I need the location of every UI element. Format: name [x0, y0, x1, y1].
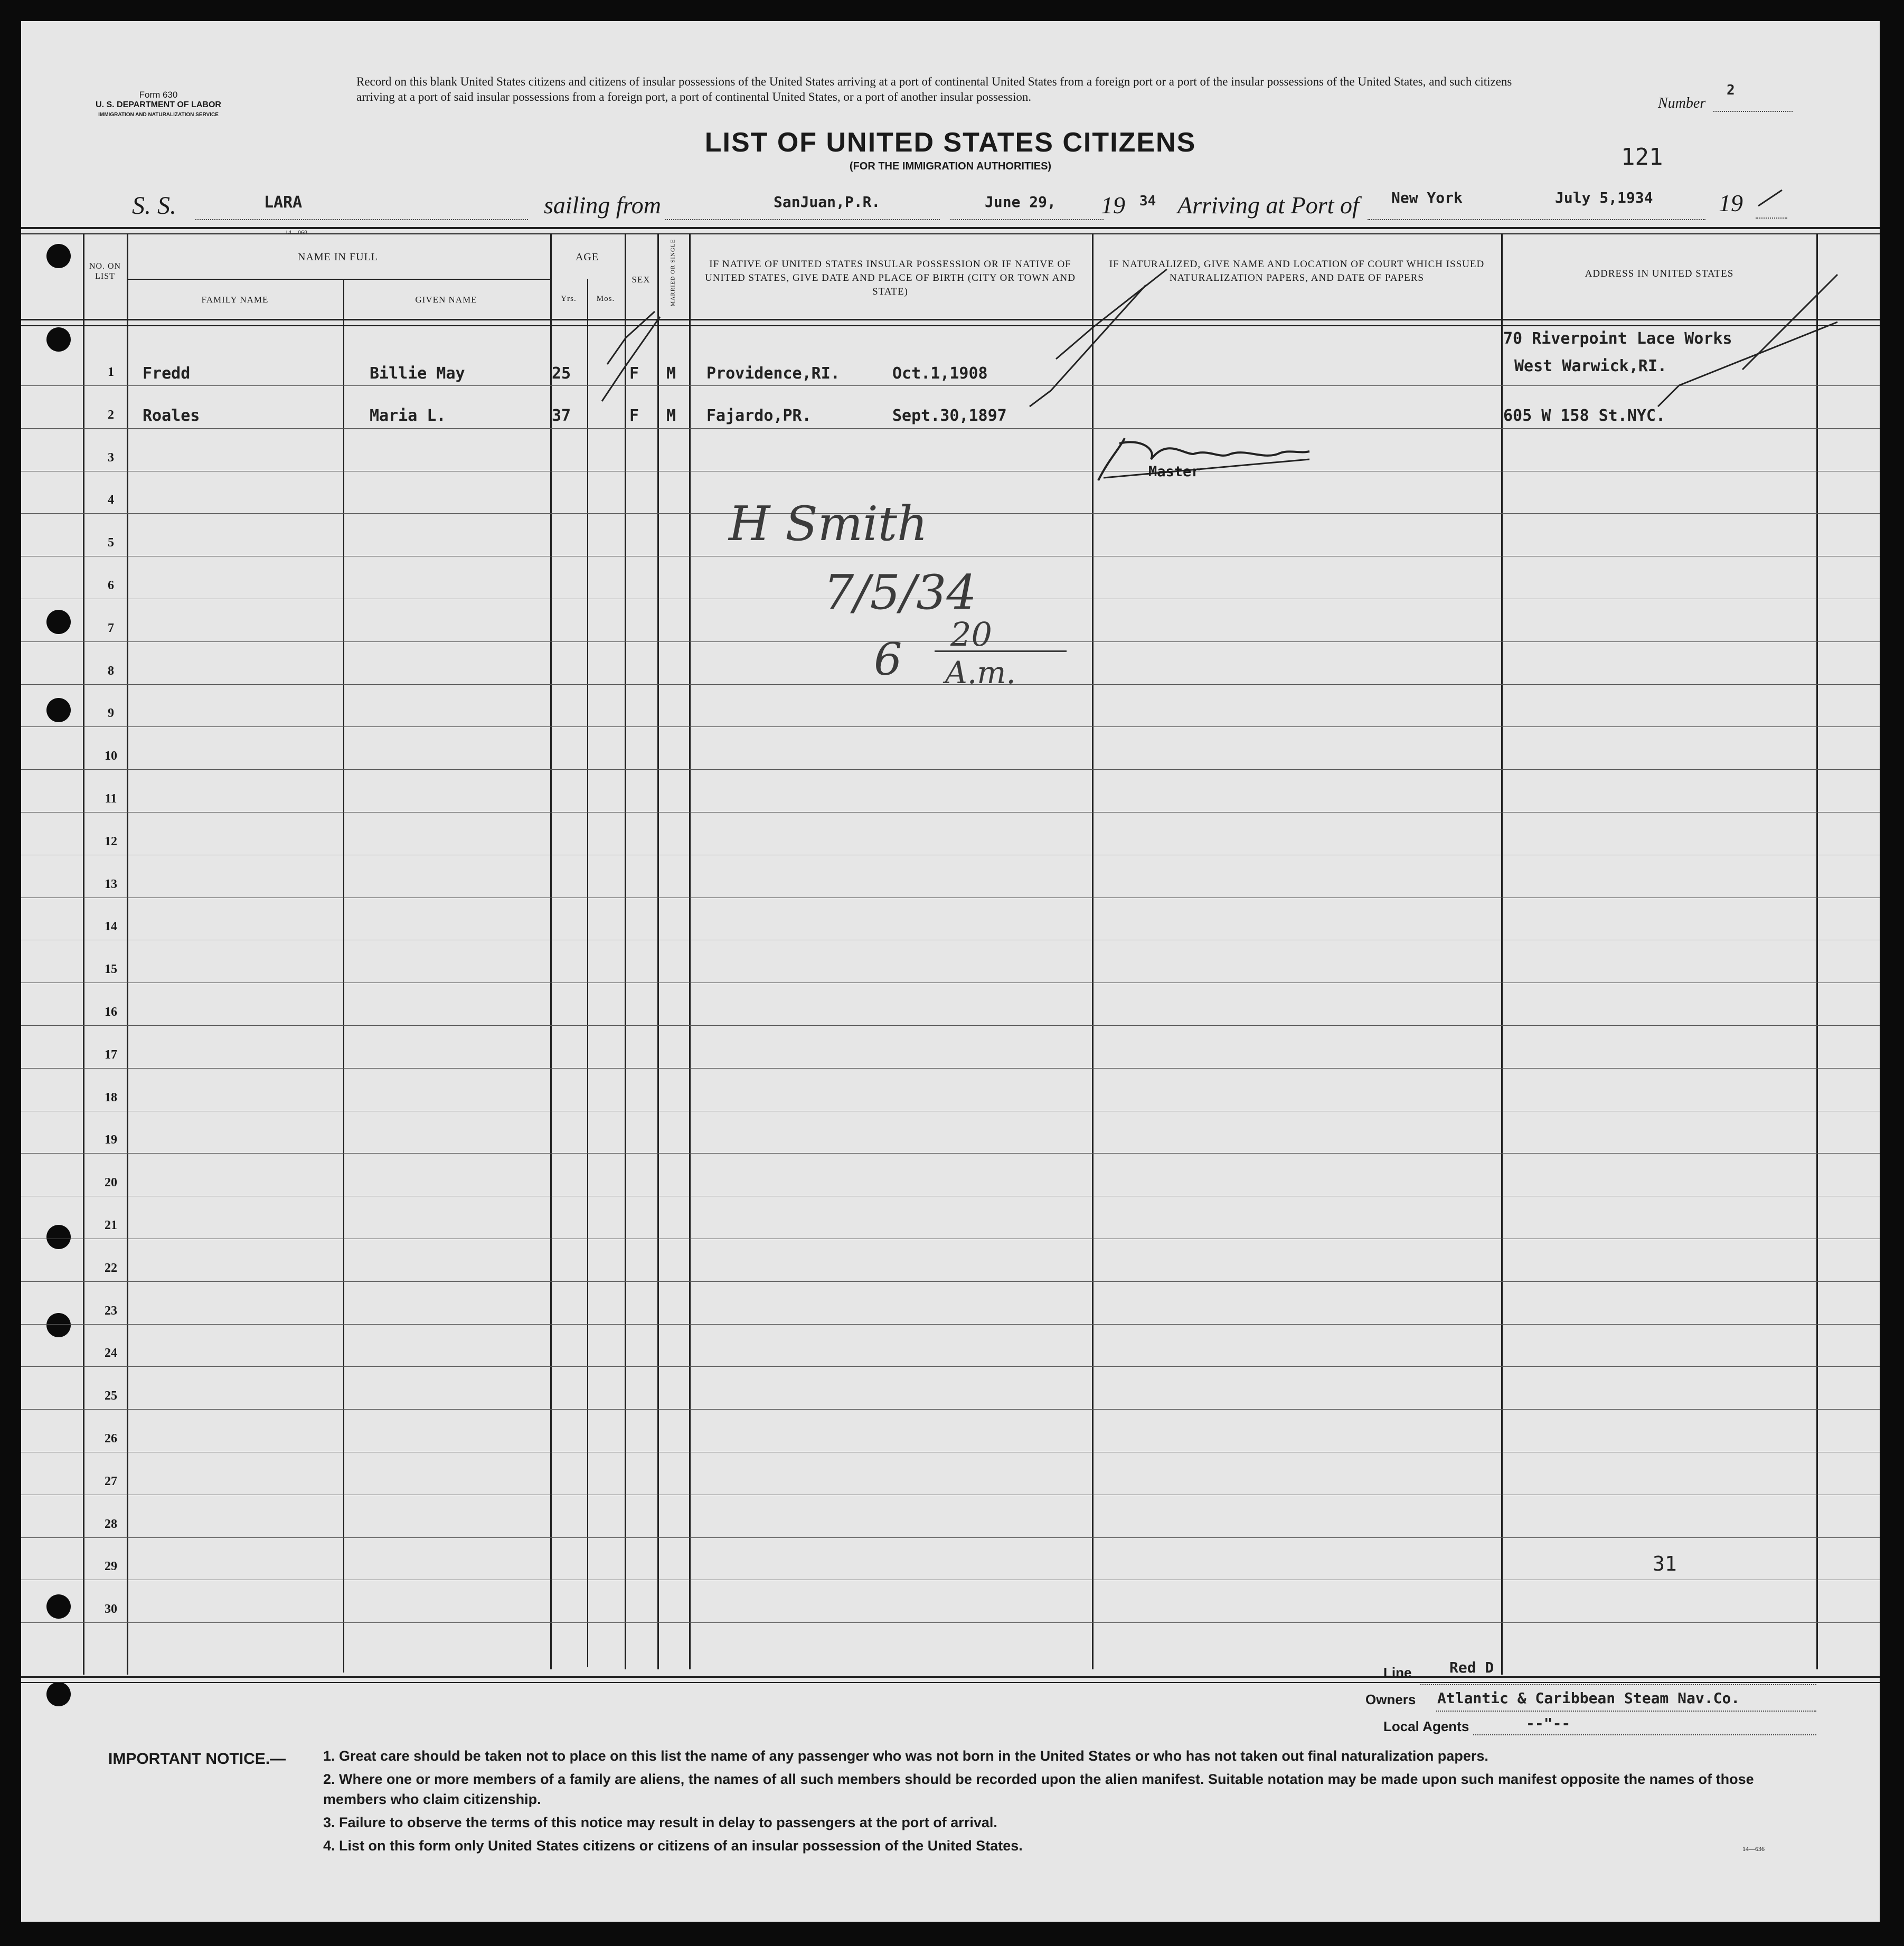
row-number: 14 [105, 920, 117, 934]
service-name: IMMIGRATION AND NATURALIZATION SERVICE [98, 112, 219, 118]
arrival-date: July 5,1934 [1555, 189, 1653, 206]
entry-1-birthplace: Providence,RI. [706, 364, 840, 383]
ss-label: S. S. [132, 192, 176, 220]
department-name: U. S. DEPARTMENT OF LABOR [96, 100, 221, 109]
col-header-birth: IF NATIVE OF UNITED STATES INSULAR POSSESSION OR IF NATIVE OF UNITED STATES, GIVE DATE AND PLACE OF BIRTH (CITY OR TOWN AND STATE) [705, 259, 1076, 297]
stamp-number: 121 [1621, 144, 1663, 171]
year-prefix: 19 [1101, 192, 1125, 219]
notice-item-3: 3. Failure to observe the terms of this notice may result in delay to passengers at the port of arrival. [323, 1815, 997, 1830]
number-value: 2 [1727, 82, 1735, 98]
row-number: 4 [108, 493, 114, 507]
col-header-married: MARRIED OR SINGLE [670, 239, 676, 307]
col-header-address: ADDRESS IN UNITED STATES [1585, 268, 1734, 279]
row-number: 29 [105, 1560, 117, 1574]
entry-1-address-line1: 70 Riverpoint Lace Works [1503, 329, 1732, 348]
departure-date: June 29, [985, 193, 1056, 211]
row-number: 23 [105, 1303, 117, 1318]
notice-item-1: 1. Great care should be taken not to place on this list the name of any passenger who was not born in the United States or who has not taken out final naturalization papers. [323, 1748, 1488, 1764]
inspection-ampm: A.m. [945, 655, 1016, 691]
entry-2-given: Maria L. [370, 407, 446, 425]
entry-1-sex: F [629, 364, 639, 383]
row-number: 28 [105, 1517, 117, 1531]
agents-label: Local Agents [1383, 1718, 1469, 1734]
row-number: 10 [105, 749, 117, 763]
master-label: Master [1148, 464, 1200, 480]
row-number: 17 [105, 1047, 117, 1062]
page-number: 31 [1653, 1552, 1677, 1575]
row-number: 2 [108, 408, 114, 422]
row-number: 15 [105, 962, 117, 977]
departure-port: SanJuan,P.R. [774, 193, 881, 211]
agents-value: --"-- [1526, 1715, 1571, 1732]
owners-label: Owners [1365, 1692, 1416, 1707]
entry-1-address-line2: West Warwick,RI. [1514, 357, 1667, 375]
ship-name: LARA [264, 193, 303, 212]
inspection-date: 7/5/34 [824, 565, 977, 620]
row-number: 30 [105, 1602, 117, 1617]
row-number: 26 [105, 1432, 117, 1446]
row-number: 25 [105, 1389, 117, 1403]
owners-value: Atlantic & Caribbean Steam Nav.Co. [1437, 1689, 1740, 1707]
col-header-family: FAMILY NAME [201, 295, 269, 305]
entry-2-birthplace: Fajardo,PR. [706, 407, 812, 425]
row-number: 13 [105, 877, 117, 891]
inspection-hour: 6 [874, 634, 902, 685]
row-number: 19 [105, 1133, 117, 1147]
entry-2-family: Roales [143, 407, 200, 425]
footer-code: 14—636 [1742, 1845, 1765, 1853]
row-number: 27 [105, 1474, 117, 1488]
row-number: 11 [105, 792, 117, 806]
entry-1-age: 25 [552, 364, 571, 383]
year-suffix: 34 [1139, 193, 1156, 209]
form-number: Form 630 [139, 90, 178, 100]
row-number: 1 [108, 365, 114, 379]
year-prefix-2: 19 [1719, 190, 1743, 216]
entry-2-address: 605 W 158 St.NYC. [1503, 407, 1666, 425]
entry-1-birthdate: Oct.1,1908 [892, 364, 988, 383]
entry-1-given: Billie May [370, 364, 465, 383]
sailing-label: sailing from [544, 192, 661, 219]
col-header-mos: Mos. [596, 295, 615, 303]
col-header-sex: SEX [631, 275, 651, 285]
row-number: 7 [108, 621, 114, 635]
col-header-given: GIVEN NAME [415, 295, 477, 305]
notice-heading: IMPORTANT NOTICE.— [108, 1750, 286, 1768]
entry-2-married: M [666, 407, 676, 425]
entry-1-married: M [666, 364, 676, 383]
row-number: 20 [105, 1176, 117, 1190]
page-title: LIST OF UNITED STATES CITIZENS [704, 127, 1196, 158]
row-number: 5 [108, 536, 114, 550]
master-signature [1088, 417, 1320, 491]
row-number: 9 [108, 706, 114, 721]
notice-item-2: 2. Where one or more members of a family are aliens, the names of all such members should be recorded upon the alien manifest. Suitable notation may be made upon such manifest opposite the names of those members who claim citizenship. [323, 1771, 1754, 1807]
row-number: 22 [105, 1261, 117, 1275]
notice-list [323, 1746, 1812, 1856]
entry-1-family: Fredd [143, 364, 191, 383]
entry-2-age: 37 [552, 407, 571, 425]
row-number: 8 [108, 664, 114, 678]
col-header-name: NAME IN FULL [298, 251, 378, 263]
line-label: Line [1383, 1665, 1412, 1680]
col-header-yrs: Yrs. [561, 295, 577, 303]
row-number: 6 [108, 579, 114, 592]
printing-office-note: 14—068 [285, 229, 307, 236]
page-subtitle: (FOR THE IMMIGRATION AUTHORITIES) [849, 160, 1052, 172]
entry-2-sex: F [629, 407, 639, 425]
arriving-label: Arriving at Port of [1177, 192, 1359, 219]
row-number: 12 [105, 834, 117, 848]
col-header-number: NO. ON LIST [89, 262, 121, 281]
row-number: 18 [105, 1090, 117, 1104]
inspection-minutes: 20 [950, 615, 992, 654]
form-instructions: Record on this blank United States citizens and citizens of insular possessions of the United States arriving at a port of continental United States from a foreign port or a port of the insular possessions of the United States, and such citizens arriving at a port of said insular possessions from a foreign port, a port of continental United States, or a port of another insular possession. [356, 75, 1512, 103]
col-header-age: AGE [575, 251, 599, 263]
col-header-naturalized: IF NATURALIZED, GIVE NAME AND LOCATION OF COURT WHICH ISSUED NATURALIZATION PAPERS, AND DATE OF PAPERS [1109, 259, 1485, 284]
row-number: 24 [105, 1346, 117, 1361]
arrival-port: New York [1391, 189, 1463, 206]
number-label: Number [1658, 95, 1706, 111]
notice-item-4: 4. List on this form only United States citizens or citizens of an insular possession of the United States. [323, 1838, 1023, 1854]
row-number: 21 [105, 1218, 117, 1232]
inspector-signature: H Smith [729, 496, 928, 552]
row-number: 3 [108, 450, 114, 465]
line-value: Red D [1449, 1659, 1494, 1676]
row-number: 16 [105, 1005, 117, 1019]
entry-2-birthdate: Sept.30,1897 [892, 407, 1007, 425]
